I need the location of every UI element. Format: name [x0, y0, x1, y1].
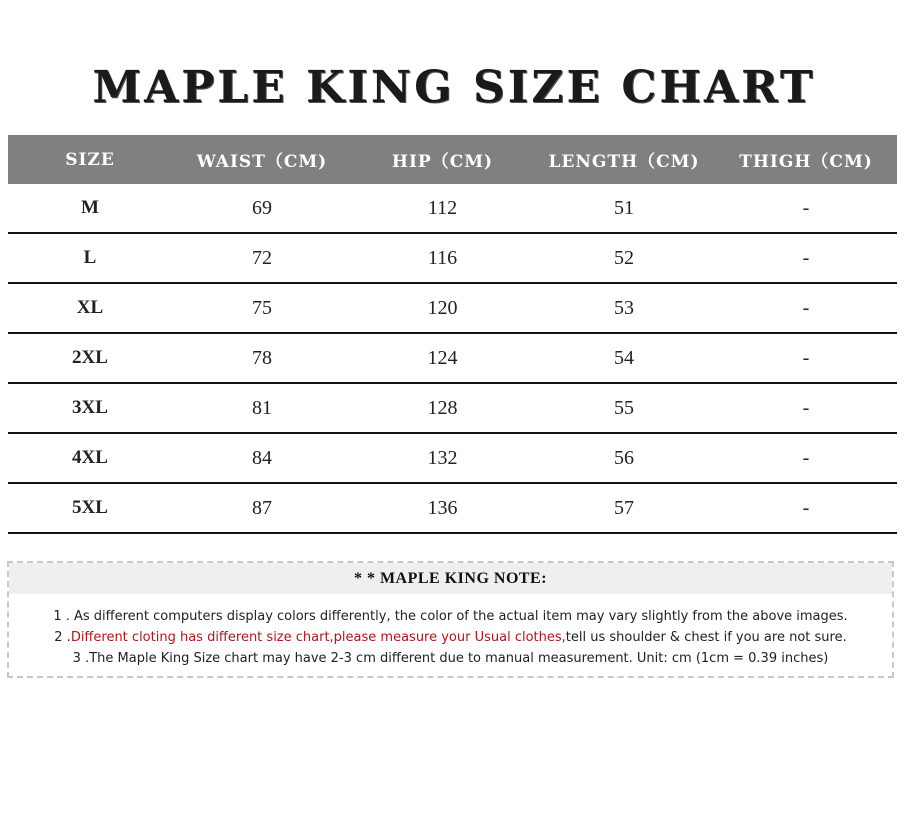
- note-box: [7, 561, 894, 678]
- table-row: [8, 284, 897, 334]
- cell-hip: 132: [427, 446, 458, 469]
- cell-hip: 116: [427, 246, 458, 269]
- table-row: [8, 484, 897, 534]
- cell-thigh: -: [802, 396, 810, 419]
- column-header-hip: HIP（CM): [391, 152, 494, 172]
- cell-hip: 112: [427, 196, 458, 219]
- note-line-2: [9, 627, 892, 648]
- cell-size: L: [83, 247, 97, 268]
- cell-length: 52: [614, 246, 634, 269]
- table-row: [8, 184, 897, 234]
- cell-size: M: [81, 197, 99, 218]
- table-body: [8, 184, 897, 534]
- note-heading: * * MAPLE KING NOTE:: [9, 563, 892, 594]
- table-row: [8, 434, 897, 484]
- cell-waist: 87: [252, 496, 272, 519]
- table-row: [8, 234, 897, 284]
- note-line-2-suffix: tell us shoulder & chest if you are not sure.: [565, 630, 847, 645]
- cell-size: XL: [76, 297, 104, 318]
- cell-waist: 81: [252, 396, 272, 419]
- table-row: [8, 334, 897, 384]
- cell-length: 57: [614, 496, 634, 519]
- cell-hip: 124: [427, 346, 458, 369]
- cell-waist: 69: [252, 196, 272, 219]
- table-row: [8, 384, 897, 434]
- cell-hip: 128: [427, 396, 458, 419]
- cell-length: 51: [614, 196, 634, 219]
- note-line-2-highlight: Different cloting has different size chart,please measure your Usual clothes,: [70, 630, 566, 645]
- page-title: MAPLE KING SIZE CHART: [92, 62, 816, 113]
- cell-thigh: -: [802, 496, 810, 519]
- cell-waist: 78: [252, 346, 272, 369]
- note-line-3: 3 .The Maple King Size chart may have 2-3 cm different due to manual measurement. Unit: cm (1cm = 0.39 inches): [72, 651, 829, 666]
- column-header-size: SIZE: [65, 149, 115, 170]
- cell-size: 5XL: [72, 497, 108, 518]
- cell-size: 3XL: [72, 397, 108, 418]
- cell-waist: 84: [252, 446, 272, 469]
- cell-size: 2XL: [72, 347, 108, 368]
- note-line-2-prefix: 2 .: [54, 630, 71, 645]
- cell-thigh: -: [802, 196, 810, 219]
- cell-length: 55: [614, 396, 634, 419]
- column-header-thigh: THIGH（CM): [739, 152, 873, 172]
- note-line-1: 1 . As different computers display colors differently, the color of the actual item may vary slightly from the above images.: [53, 609, 848, 624]
- size-chart-table: [8, 135, 897, 534]
- cell-waist: 75: [252, 296, 272, 319]
- cell-size: 4XL: [72, 447, 108, 468]
- table-header: [8, 135, 897, 184]
- cell-waist: 72: [252, 246, 272, 269]
- column-header-length: LENGTH（CM): [548, 152, 700, 172]
- cell-hip: 120: [427, 296, 458, 319]
- cell-thigh: -: [802, 246, 810, 269]
- column-header-waist: WAIST（CM): [196, 152, 328, 172]
- cell-thigh: -: [802, 446, 810, 469]
- cell-thigh: -: [802, 346, 810, 369]
- cell-length: 54: [614, 346, 634, 369]
- cell-hip: 136: [427, 496, 458, 519]
- cell-thigh: -: [802, 296, 810, 319]
- cell-length: 56: [614, 446, 634, 469]
- cell-length: 53: [614, 296, 634, 319]
